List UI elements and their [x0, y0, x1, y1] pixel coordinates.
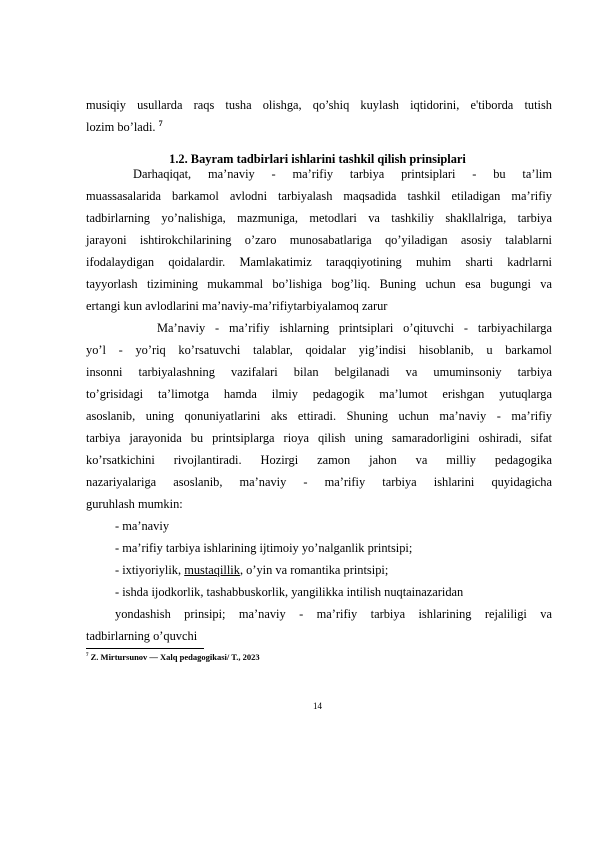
- footnote-text: Z. Mirtursunov — Xalq pedagogikasi/ T., 2023: [88, 652, 260, 662]
- para2-line-7: ko’rsatkichini rivojlantiradi. Hozirgi zamon jahon va milliy pedagogika: [86, 453, 552, 467]
- tail-line-1: yondashish prinsipi; ma’naviy - ma’rifiy tarbiya ishlarining rejaliligi va: [115, 607, 552, 621]
- intro-line-1: musiqiy usullarda raqs tusha olishga, qo’shiq kuylash iqtidorini, e'tiborda tutish: [86, 98, 552, 112]
- tail-line-2: tadbirlarning o’quvchi: [86, 629, 198, 643]
- list-item-3-suffix: , o’yin va romantika printsipi;: [239, 563, 389, 577]
- para2-line-1: Ma’naviy - ma’rifiy ishlarning printsiplari o’qituvchi - tarbiyachilarga: [157, 321, 552, 335]
- para2-line-3: insonni tarbiyalashning vazifalari bilan belgilanadi va umuminsoniy tarbiya: [86, 365, 552, 379]
- list-item-4: - ishda ijodkorlik, tashabbuskorlik, yangilikka intilish nuqtainazaridan: [115, 585, 464, 599]
- para1-line-6: tayyorlash tizimining mukammal bo’lishiga bog’liq. Buning uchun esa bugungi va: [86, 277, 552, 291]
- para2-line-5: asoslanib, uning qonuniyatlarini aks ettiradi. Shuning uchun ma’naviy - ma’rifiy: [86, 409, 552, 423]
- page-number: 14: [313, 701, 322, 711]
- list-item-1: - ma’naviy: [115, 519, 170, 533]
- para1-line-7: ertangi kun avlodlarini ma’naviy-ma’rifiytarbiyalamoq zarur: [86, 299, 388, 313]
- list-item-2: - ma’rifiy tarbiya ishlarining ijtimoiy yo’nalganlik printsipi;: [115, 541, 413, 555]
- list-item-3-prefix: - ixtiyoriylik,: [115, 563, 185, 577]
- intro-line-2-text: lozim bo’ladi.: [86, 120, 156, 134]
- intro-line-2: [86, 116, 552, 138]
- para1-line-2: muassasalarida barkamol avlodni tarbiyalash maqsadida tashkil etiladigan ma’rifiy: [86, 189, 552, 203]
- para2-line-8: nazariyalariga asoslanib, ma’naviy - ma’rifiy tarbiya ishlarini quyidagicha: [86, 475, 552, 489]
- footnote-separator: [86, 648, 204, 649]
- para1-line-1: Darhaqiqat, ma’naviy - ma’rifiy tarbiya printsiplari - bu ta’lim: [133, 167, 552, 181]
- footnote-number: 7: [86, 653, 89, 659]
- para1-line-3: tadbirlarning yo’nalishiga, mazmuniga, metodlari va tashkiliy shakllalriga, tarbiya: [86, 211, 552, 225]
- list-item-3: [115, 559, 581, 581]
- footnote-reference[interactable]: 7: [158, 118, 163, 128]
- para2-line-9: guruhlash mumkin:: [86, 497, 183, 511]
- para2-line-2: yo’l - yo’riq ko’rsatuvchi talablar, qoidalar yig’indisi hisoblanib, u barkamol: [86, 343, 552, 357]
- para1-line-4: jarayoni ishtirokchilarining o’zaro munosabatlariga qo’yiladigan asosiy talablarni: [86, 233, 552, 247]
- para2-line-6: tarbiya jarayonida bu printsiplarga rioya qilish uning samaradorligini oshiradi, sifat: [86, 431, 552, 445]
- section-heading: 1.2. Bayram tadbirlari ishlarini tashkil qilish prinsiplari: [169, 152, 466, 166]
- para1-line-5: ifodalaydigan qoidalardir. Mamlakatimiz taraqqiyotining muhim sharti kadrlarni: [86, 255, 552, 269]
- mustaqillik-link[interactable]: mustaqillik: [184, 563, 240, 577]
- para2-line-4: to’grisidagi ta’limotga hamda ilmiy pedagogik ma’lumot erishgan yutuqlarga: [86, 387, 552, 401]
- footnote: [86, 652, 260, 663]
